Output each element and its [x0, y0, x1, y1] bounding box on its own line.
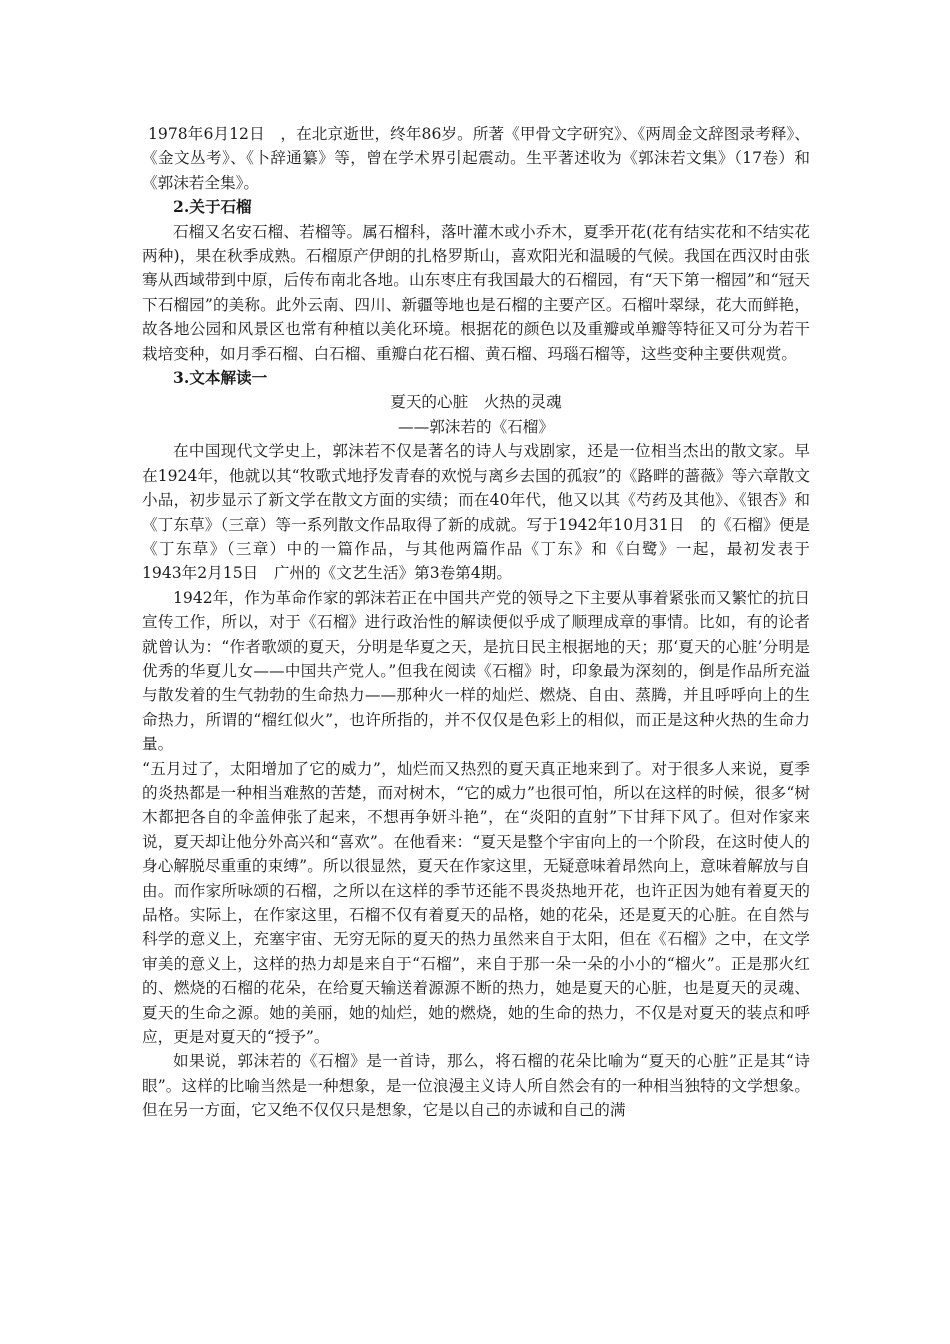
paragraph-biography-end: 1978年6月12日 ，在北京逝世，终年86岁。所著《甲骨文字研究》、《两周金文辞图录考释》、《金文丛考》、《卜辞通纂》等，曾在学术界引起震动。生平著述收为《郭沫若文集》（17卷）和《郭沫若全集》。 — [142, 125, 810, 192]
document-body — [142, 122, 826, 1123]
article-title: 夏天的心脏 火热的灵魂 — [390, 393, 562, 412]
paragraph-about-pomegranate: 石榴又名安石榴、若榴等。属石榴科，落叶灌木或小乔木，夏季开花(花有结实花和不结实花两种)，果在秋季成熟。石榴原产伊朗的扎格罗斯山，喜欢阳光和温暖的气候。我国在西汉时由张骞从西域带到中原，后传布南北各地。山东枣庄有我国最大的石榴园，有“天下第一榴园”和“冠天下石榴园”的美称。此外云南、四川、新疆等地也是石榴的主要产区。石榴叶翠绿，花大而鲜艳，故各地公园和风景区也常有种植以美化环境。根据花的颜色以及重瓣或单瓣等特征又可分为若干栽培变种，如月季石榴、白石榴、重瓣白花石榴、黄石榴、玛瑙石榴等，这些变种主要供观赏。 — [142, 222, 810, 363]
paragraph-literary-history: 在中国现代文学史上，郭沫若不仅是著名的诗人与戏剧家，还是一位相当杰出的散文家。早在1924年，他就以其“牧歌式地抒发青春的欢悦与离乡去国的孤寂”的《路畔的蔷薇》等六章散文小品，初步显示了新文学在散文方面的实绩；而在40年代，他又以其《芍药及其他》、《银杏》和《丁东草》（三章）等一系列散文作品取得了新的成就。写于1942年10月31日 的《石榴》便是《丁东草》（三章）中的一篇作品，与其他两篇作品《丁东》和《白鹭》一起，最初发表于 1943年2月15日 广州的《文艺生活》第3卷第4期。 — [142, 442, 826, 583]
paragraph-1942-context: 1942年，作为革命作家的郭沫若正在中国共产党的领导之下主要从事着紧张而又繁忙的抗日宣传工作，所以，对于《石榴》进行政治性的解读便似乎成了顺理成章的事情。比如，有的论者就曾认为：“作者歌颂的夏天，分明是华夏之天，是抗日民主根据地的天；那‘夏天的心脏’分明是优秀的华夏儿女——中国共产党人。”但我在阅读《石榴》时，印象最为深刻的，倒是作品所充溢与散发着的生气勃勃的生命热力——那种火一样的灿烂、燃烧、自由、蒸腾，并且呼呼向上的生命热力，所谓的“榴红似火”，也许所指的，并不仅仅是色彩上的相似，而正是这种火热的生命力量。 — [142, 588, 810, 754]
section-heading-pomegranate: 2.关于石榴 — [173, 197, 252, 217]
article-subtitle: ——郭沫若的《石榴》 — [398, 417, 554, 436]
paragraph-summer-heart: “五月过了，太阳增加了它的威力”，灿烂而又热烈的夏天真正地来到了。对于很多人来说，夏季的炎热都是一种相当难熬的苦楚，而对树木，“它的威力”也很可怕，所以在这样的时候，很多“树木都把各自的伞盖伸张了起来，不想再争妍斗艳”，在“炎阳的直射”下甘拜下风了。但对作家来说，夏天却让他分外高兴和“喜欢”。在他看来：“夏天是整个宇宙向上的一个阶段，在这时使人的身心解脱尽重重的束缚”。所以很显然，夏天在作家这里，无疑意味着昂然向上，意味着解放与自由。而作家所咏颂的石榴，之所以在这样的季节还能不畏炎热地开花，也许正因为她有着夏天的品格。实际上，在作家这里，石榴不仅有着夏天的品格，她的花朵，还是夏天的心脏。在自然与科学的意义上，充塞宇宙、无穷无际的夏天的热力虽然来自于太阳，但在《石榴》之中，在文学审美的意义上，这样的热力却是来自于“石榴”，来自于那一朵一朵的小小的“榴火”。正是那火红的、燃烧的石榴的花朵，在给夏天输送着源源不断的热力，她是夏天的心脏，也是夏天的灵魂、夏天的生命之源。她的美丽，她的灿烂，她的燃烧，她的生命的热力，不仅是对夏天的装点和呼应，更是对夏天的“授予”。 — [142, 759, 810, 1047]
section-heading-text-reading: 3.文本解读一 — [173, 368, 268, 388]
paragraph-poem-eye: 如果说，郭沫若的《石榴》是一首诗，那么，将石榴的花朵比喻为“夏天的心脏”正是其“诗眼”。这样的比喻当然是一种想象，是一位浪漫主义诗人所自然会有的一种相当独特的文学想象。但在另一方面，它又绝不仅仅只是想象，它是以自己的赤诚和自己的满 — [142, 1052, 810, 1120]
